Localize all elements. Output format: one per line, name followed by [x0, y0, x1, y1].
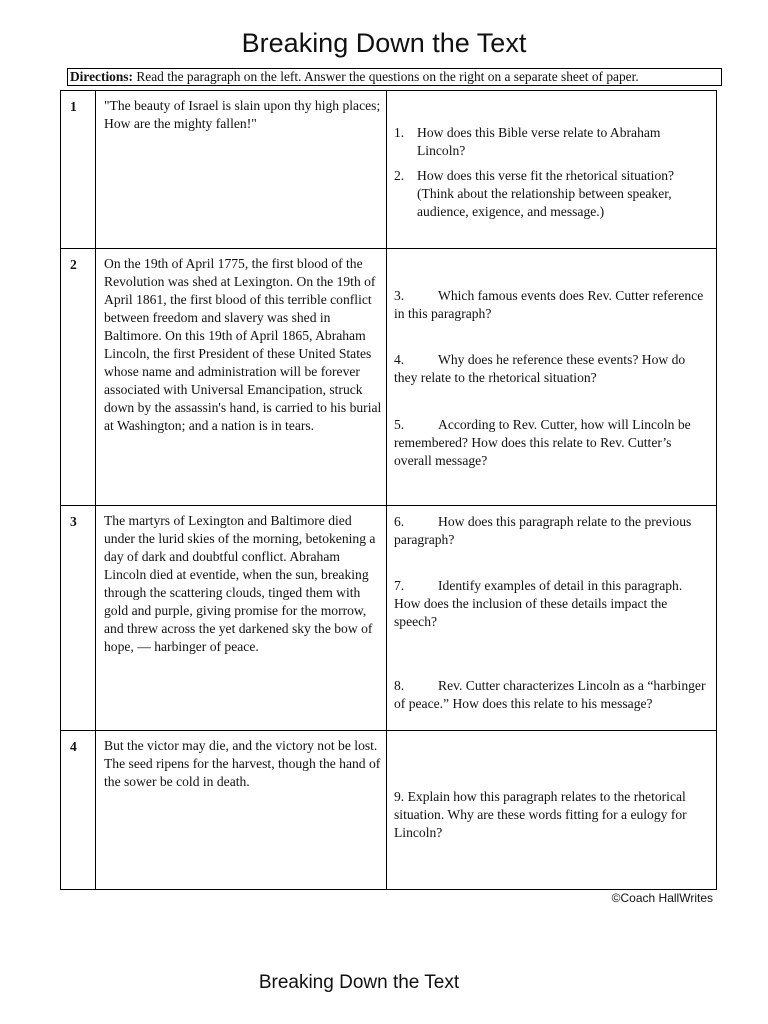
row-number: 2	[61, 249, 96, 505]
worksheet-table	[60, 90, 717, 890]
directions-label: Directions:	[70, 69, 133, 84]
paragraph-text: "The beauty of Israel is slain upon thy high places; How are the mighty fallen!"	[96, 91, 387, 248]
question-item: 2. How does this verse fit the rhetorical situation? (Think about the relationship between speaker, audience, exigence, and message.)	[394, 168, 675, 219]
questions-cell	[387, 91, 716, 248]
table-row	[61, 248, 716, 505]
questions-cell	[387, 731, 716, 889]
question-item: 5. According to Rev. Cutter, how will Lincoln be remembered? How does this relate to Rev. Cutter’s overall message?	[394, 417, 691, 468]
table-row	[61, 91, 716, 248]
paragraph-text: On the 19th of April 1775, the first blood of the Revolution was shed at Lexington. On the 19th of April 1861, the first blood of this terrible conflict between freedom and slavery was shed in Baltimore. On this 19th of April 1865, Abraham Lincoln, the first President of these United States whose name and administration will be forever associated with Universal Emancipation, struck down by the assassin's hand, is carried to his burial at Washington; and a nation is in tears.	[96, 249, 387, 505]
question-item: 8. Rev. Cutter characterizes Lincoln as a “harbinger of peace.” How does this relate to his message?	[394, 678, 706, 711]
question-item: 7. Identify examples of detail in this paragraph. How does the inclusion of these details impact the speech?	[394, 578, 683, 629]
paragraph-text: The martyrs of Lexington and Baltimore died under the lurid skies of the morning, betokening a day of dark and doubtful conflict. Abraham Lincoln died at eventide, when the sun, breaking through the scattering clouds, tinged them with gold and purple, giving promise for the morrow, and threw across the yet darkened sky the bow of hope, — harbinger of peace.	[96, 506, 387, 730]
table-row	[61, 730, 716, 889]
row-number: 1	[61, 91, 96, 248]
paragraph-text: But the victor may die, and the victory not be lost. The seed ripens for the harvest, though the hand of the sower be cold in death.	[96, 731, 387, 889]
table-row	[61, 505, 716, 730]
question-item: 3. Which famous events does Rev. Cutter reference in this paragraph?	[394, 288, 704, 321]
row-number: 4	[61, 731, 96, 889]
page-title: Breaking Down the Text	[241, 28, 527, 58]
copyright-text: ©Coach HallWrites	[611, 891, 713, 905]
directions-box	[67, 68, 722, 86]
footer-title: Breaking Down the Text	[258, 972, 460, 993]
questions-cell	[387, 249, 716, 505]
question-item: 4. Why does he reference these events? How do they relate to the rhetorical situation?	[394, 352, 686, 385]
questions-cell	[387, 506, 716, 730]
question-item: 6. How does this paragraph relate to the previous paragraph?	[394, 514, 692, 547]
row-number: 3	[61, 506, 96, 730]
question-item: 9. Explain how this paragraph relates to the rhetorical situation. Why are these words fitting for a eulogy for Lincoln?	[394, 789, 687, 840]
directions-text: Read the paragraph on the left. Answer the questions on the right on a separate sheet of paper.	[132, 69, 639, 84]
question-item: 1. How does this Bible verse relate to Abraham Lincoln?	[394, 125, 661, 158]
